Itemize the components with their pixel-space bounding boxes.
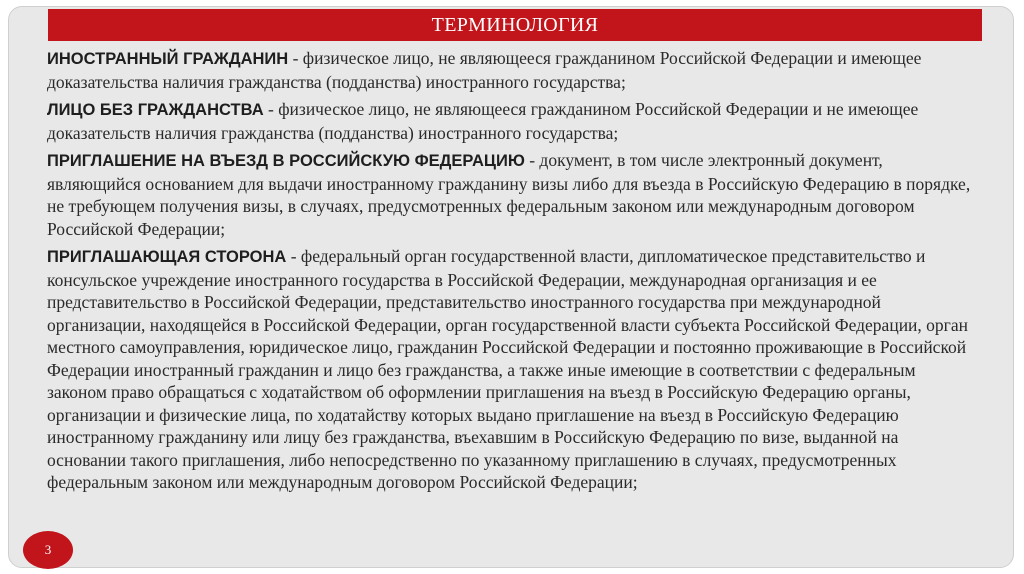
page-number-badge: 3	[23, 531, 73, 569]
term-inviting-party	[47, 245, 977, 494]
term-definition: - физическое лицо, не являющееся гражданином Российской Федерации и не имеющее доказательств наличия гражданства (подданства) иностранного государства;	[47, 99, 919, 143]
term-entry-invitation	[47, 149, 977, 240]
slide	[8, 6, 1014, 568]
term-name: ПРИГЛАШАЮЩАЯ СТОРОНА	[47, 248, 287, 266]
term-name: ПРИГЛАШЕНИЕ НА ВЪЕЗД В РОССИЙСКУЮ ФЕДЕРАЦИЮ	[47, 152, 525, 170]
slide-title: ТЕРМИНОЛОГИЯ	[48, 9, 982, 41]
term-name: ЛИЦО БЕЗ ГРАЖДАНСТВА	[47, 101, 264, 119]
terminology-list	[47, 47, 977, 499]
term-name: ИНОСТРАННЫЙ ГРАЖДАНИН	[47, 50, 289, 68]
term-definition: - документ, в том числе электронный документ, являющийся основанием для выдачи иностранному гражданину визы либо для въезда в Российскую Федерацию в порядке, не требующем получения визы, в случаях, предусмотренных федеральным законом или международным договором Российской Федерации;	[47, 150, 971, 239]
term-definition: - физическое лицо, не являющееся гражданином Российской Федерации и имеющее доказательства наличия гражданства (подданства) иностранного государства;	[47, 48, 922, 92]
term-foreign-citizen	[47, 47, 977, 93]
term-definition: - федеральный орган государственной власти, дипломатическое представительство и консульское учреждение иностранного государства в Российской Федерации, международная организация и ее представительство в Российской Федерации, представительство иностранного государства при международной организации, находящейся в Российской Федерации, орган государственной власти субъекта Российской Федерации, орган местного самоуправления, юридическое лицо, гражданин Российской Федерации и постоянно проживающие в Российской Федерации иностранный гражданин и лицо без гражданства, а также иные имеющие в соответствии с федеральным законом право обращаться с ходатайством об оформлении приглашения на въезд в Российскую Федерацию органы, организации и физические лица, по ходатайству которых выдано приглашение на въезд в Российскую Федерацию иностранному гражданину или лицу без гражданства, въехавшим в Российскую Федерацию по визе, выданной на основании такого приглашения, либо непосредственно по указанному приглашению в случаях, предусмотренных федеральным законом или международным договором Российской Федерации;	[47, 246, 968, 492]
term-stateless-person	[47, 98, 977, 144]
